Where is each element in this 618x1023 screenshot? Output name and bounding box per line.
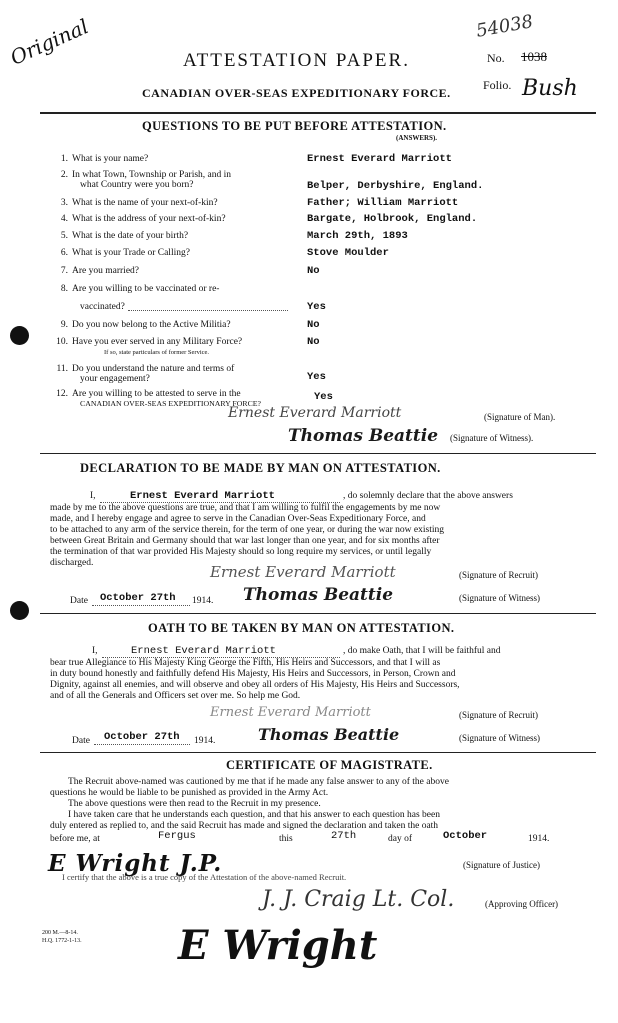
magistrate-title: CERTIFICATE OF MAGISTRATE. xyxy=(226,758,433,772)
answer-value: Belper, Derbyshire, England. xyxy=(307,180,484,192)
form-code: H.Q. 1772-1-13. xyxy=(42,938,82,944)
punch-hole-bottom xyxy=(10,601,29,620)
officer-signature: J. J. Craig Lt. Col. xyxy=(262,887,455,912)
answer-value: Bargate, Holbrook, England. xyxy=(307,213,478,225)
justice-signature: E Wright J.P. xyxy=(48,850,223,877)
folio-value: Bush xyxy=(522,76,578,101)
date-value: October 27th xyxy=(100,592,176,604)
declaration-line: , do solemnly declare that the above answers xyxy=(343,491,513,501)
question-text: Are you willing to be attested to serve in the xyxy=(72,389,241,399)
oath-title: OATH TO BE TAKEN BY MAN ON ATTESTATION. xyxy=(148,621,455,635)
question-number: 11. xyxy=(56,364,68,374)
question-text: Do you understand the nature and terms of xyxy=(72,364,235,374)
question-number: 6. xyxy=(60,248,68,258)
magistrate-line: duly entered as replied to, and the said Recruit has made and signed the declaration and taken the oath xyxy=(50,821,439,831)
date-year: 1914. xyxy=(194,736,216,746)
date-label: Date xyxy=(70,596,88,606)
answer-value: No xyxy=(307,336,320,348)
page-title: ATTESTATION PAPER. xyxy=(183,50,410,71)
witness-signature: Thomas Beattie xyxy=(288,426,439,446)
answer-value: March 29th, 1893 xyxy=(307,230,408,242)
number-stamp: 54038 xyxy=(474,11,535,42)
punch-hole-top xyxy=(10,326,29,345)
oath-line: Dignity, against all enemies, and will observe and obey all orders of His Majesty, His Heirs and Successors, xyxy=(50,680,460,690)
question-text: your engagement? xyxy=(80,374,150,384)
bottom-signature: E Wright xyxy=(178,922,378,969)
question-text: In what Town, Township or Parish, and in xyxy=(72,170,232,180)
question-number: 5. xyxy=(60,231,68,241)
month-value: October xyxy=(443,830,488,842)
magistrate-line: I have taken care that he understands each question, and that his answer to each question has been xyxy=(68,810,440,820)
oath-line: in duty bound honestly and faithfully defend His Majesty, His Heirs and Successors, in Person, Crown and xyxy=(50,669,456,679)
date-year: 1914. xyxy=(192,596,214,606)
question-number: 1. xyxy=(60,154,68,164)
place-value: Fergus xyxy=(158,830,196,842)
answer-value: Yes xyxy=(307,371,326,383)
question-text: what Country were you born? xyxy=(80,180,194,190)
question-note: If so, state particulars of former Service. xyxy=(104,349,210,356)
man-signature: Ernest Everard Marriott xyxy=(228,405,402,421)
declaration-line: to be attached to any arm of the service therein, for the term of one year, or during the war now existing xyxy=(50,525,444,535)
witness-signature: Thomas Beattie xyxy=(258,725,400,744)
oath-name: Ernest Everard Marriott xyxy=(131,645,276,657)
folio-label: Folio. xyxy=(483,78,512,92)
question-text: Have you ever served in any Military Force? xyxy=(72,337,243,347)
magistrate-line: The above questions were then read to the Recruit in my presence. xyxy=(68,799,321,809)
answer-value: Yes xyxy=(307,301,326,313)
answer-value: Father; William Marriott xyxy=(307,197,459,209)
question-number: 3. xyxy=(60,198,68,208)
oath-line: and of all the Generals and Officers set over me. So help me God. xyxy=(50,691,301,701)
declaration-line: made, and I hereby engage and agree to serve in the Canadian Over-Seas Expeditionary Force, and xyxy=(50,514,426,524)
question-text: What is the address of your next-of-kin? xyxy=(72,214,226,224)
divider xyxy=(40,453,596,454)
magistrate-year: 1914. xyxy=(528,834,550,844)
question-text: vaccinated? xyxy=(80,302,125,312)
magistrate-line: The Recruit above-named was cautioned by me that if he made any false answer to any of the above xyxy=(68,777,449,787)
witness-signature: Thomas Beattie xyxy=(243,585,394,605)
day-value: 27th xyxy=(331,830,357,842)
question-text: Are you married? xyxy=(72,266,139,276)
answer-value: No xyxy=(307,319,320,331)
recruit-signature-label: (Signature of Recruit) xyxy=(459,710,538,720)
answers-label: (ANSWERS). xyxy=(396,134,438,142)
question-text: CANADIAN OVER-SEAS EXPEDITIONARY FORCE? xyxy=(80,399,261,408)
recruit-signature-label: (Signature of Recruit) xyxy=(459,570,538,580)
question-number: 8. xyxy=(60,284,68,294)
recruit-signature: Ernest Everard Marriott xyxy=(210,705,371,720)
answer-value: Stove Moulder xyxy=(307,247,389,259)
question-text: Are you willing to be vaccinated or re- xyxy=(72,284,220,294)
question-number: 4. xyxy=(60,214,68,224)
declaration-line: discharged. xyxy=(50,558,94,568)
number-value: 1038 xyxy=(521,49,547,64)
date-value: October 27th xyxy=(104,731,180,743)
oath-i: I, xyxy=(92,646,98,656)
day-of-label: day of xyxy=(388,834,413,844)
original-mark: Original xyxy=(6,14,93,70)
question-text: What is your name? xyxy=(72,154,149,164)
question-text: What is the name of your next-of-kin? xyxy=(72,198,218,208)
answer-value: Yes xyxy=(314,391,333,403)
question-number: 12. xyxy=(56,389,68,399)
witness-signature-label: (Signature of Witness) xyxy=(459,593,540,603)
oath-line: , do make Oath, that I will be faithful and xyxy=(343,646,501,656)
witness-signature-label: (Signature of Witness) xyxy=(459,733,540,743)
declaration-line: between Great Britain and Germany should that war last longer than one year, and for six months after xyxy=(50,536,440,546)
leader-dots xyxy=(128,310,288,311)
oath-line: bear true Allegiance to His Majesty King George the Fifth, His Heirs and Successors, and that I will as xyxy=(50,658,441,668)
magistrate-line: questions he would be liable to be punished as provided in the Army Act. xyxy=(50,788,329,798)
witness-signature-label: (Signature of Witness). xyxy=(450,433,534,443)
approving-officer-label: (Approving Officer) xyxy=(485,899,559,909)
divider xyxy=(40,112,596,114)
divider xyxy=(40,752,596,753)
question-number: 7. xyxy=(60,266,68,276)
certify-text: I certify that the above is a true copy of the Attestation of the above-named Recruit. xyxy=(62,872,347,882)
page-subtitle: CANADIAN OVER-SEAS EXPEDITIONARY FORCE. xyxy=(142,86,451,100)
question-text: What is the date of your birth? xyxy=(72,231,189,241)
divider xyxy=(40,613,596,614)
leader-dots xyxy=(94,744,190,745)
questions-title: QUESTIONS TO BE PUT BEFORE ATTESTATION. xyxy=(142,119,447,133)
declaration-name: Ernest Everard Marriott xyxy=(130,490,275,502)
man-signature-label: (Signature of Man). xyxy=(484,412,556,422)
question-number: 10. xyxy=(56,337,68,347)
recruit-signature: Ernest Everard Marriott xyxy=(210,563,396,581)
number-label: No. xyxy=(487,51,505,65)
this-label: this xyxy=(279,834,293,844)
leader-dots xyxy=(92,605,190,606)
declaration-i: I, xyxy=(90,491,96,501)
question-number: 9. xyxy=(60,320,68,330)
declaration-title: DECLARATION TO BE MADE BY MAN ON ATTESTATION. xyxy=(80,461,441,475)
declaration-line: the termination of that war provided His Majesty should so long require my services, or until legally xyxy=(50,547,432,557)
answer-value: No xyxy=(307,265,320,277)
question-text: What is your Trade or Calling? xyxy=(72,248,190,258)
justice-signature-label: (Signature of Justice) xyxy=(463,860,540,870)
question-number: 2. xyxy=(60,170,68,180)
form-code: 200 M.—8-14. xyxy=(42,930,78,936)
before-me-label: before me, at xyxy=(50,834,100,844)
date-label: Date xyxy=(72,736,90,746)
declaration-line: made by me to the above questions are true, and that I am willing to fulfil the engagements by me now xyxy=(50,503,441,513)
answer-value: Ernest Everard Marriott xyxy=(307,153,452,165)
question-text: Do you now belong to the Active Militia? xyxy=(72,320,231,330)
